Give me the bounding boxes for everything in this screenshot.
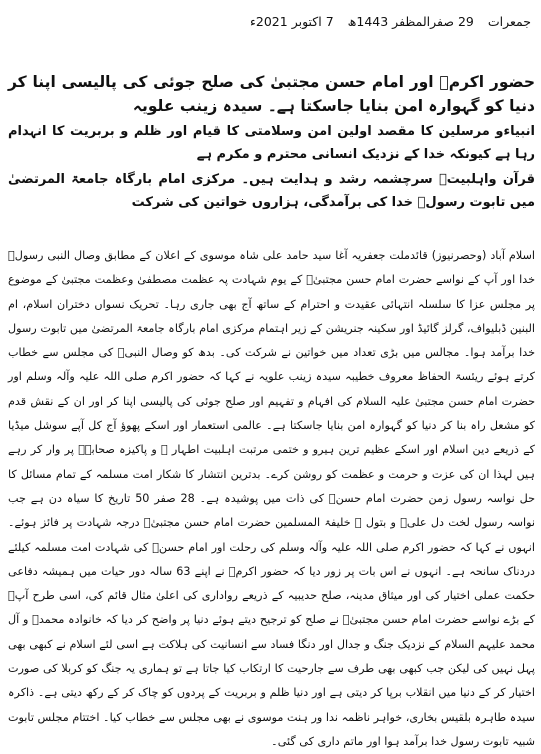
gregorian-date: 7 اکتوبر 2021ء bbox=[250, 13, 334, 29]
article-subheadline-1: انبیاءو مرسلین کا مقصد اولین امن وسلامتی کا قیام اور ظلم و بربریت کا انہدام رہا ہے کیونکہ خدا کے نزدیک انسانی محترم و مکرم ہے bbox=[8, 124, 535, 162]
hijri-date: 29 صفرالمظفر 1443ھ bbox=[347, 13, 474, 29]
article-subheadline-2: قرآن واہلبیتؑ سرچشمہ رشد و ہدایت ہیں۔ مرکزی امام بارگاہ جامعۃ المرتضیٰ میں تابوت رسولؐ خدا کی برآمدگی، ہزاروں خواتین کی شرکت bbox=[8, 172, 535, 210]
weekday: جمعرات bbox=[487, 13, 531, 29]
dateline bbox=[8, 0, 535, 30]
article-body bbox=[8, 244, 535, 754]
article-paragraph: اسلام آباد (وحصرنیوز) قائدملت جعفریہ آغا سید حامد علی شاہ موسوی کے اعلان کے مطابق وصال النبی رسولؐ خدا اور آپ کے نواسے حضرت امام حسن مجتبیٰؑ کے یوم شہادت پہ عظمت مصطفیٰ وعظمت مجتبیٰ کے موضوع پر مجلس عزا کا سلسلہ انتہائی عقیدت و احترام کے ساتھ آج بھی جاری رہا۔ تحریک نسواں دختران اسلام، ام البنین ڈبلیواف، گرلز گائیڈ اور سکینہ جنریشن کے زیر اہتمام مرکزی امام بارگاہ جامعۃ المرتضیٰ میں تابوت رسول خدا برآمد ہوا۔ مجالس میں بڑی تعداد میں خواتین نے شرکت کی۔ بدھ کو وصال النبیؐ کی مجلس سے خطاب کرتے ہوئے ریئسۃ الحفاظ معروف خطیبہ سیدہ زینب علویہ نے کہا کہ حضور اکرم صلی اللہ علیہ وآلہ وسلم اور حضرت امام حسن مجتبیٰ علیہ السلام کی افہام و تفہیم اور صلح جوئی کی پالیسی اپنا کر اور ان کے نقش قدم کو مشعل راہ بنا کر دنیا کو گہوارہ امن بنایا جاسکتا ہے۔ عالمی استعمار اور اسکے پھوؤ آج کل آپے سوشل میڈیا کے ذریعے دین اسلام اور اسکے عظیم ترین ہیرو و ختمی مرتبت اہلبیت اطہار ؑ و پاکیزہ صحابہؓ پر وار کر رہے ہیں لہذا ان کی عزت و حرمت و عظمت کو روشن کرے۔ بدترین انتشار کا شکار امت مسلمہ کے تمام مسائل کا حل نواسہ رسول زمن حضرت امام حسنؑ کی ذات میں پوشیدہ ہے۔ 28 صفر 50 تاریخ کا سیاہ دن ہے جب نواسہ رسول لخت دل علیؑ و بتول ؑ خلیفۃ المسلمین حضرت امام حسن مجتبیٰؑ درجہ شہادت پر فائز ہوئے۔ انہوں نے کہا کہ حضور اکرم صلی اللہ علیہ وآلہ وسلم کی رحلت اور امام حسنؑ کی شہادت امت مسلمہ کیلئے دردناک سانحہ ہے۔ انہوں نے اس بات پر زور دیا کہ حضور اکرمؐ نے اپنے 63 سالہ دور حیات میں ہمیشہ دفاعی حکمت عملی اختیار کی اور میثاق مدینہ، صلح حدیبیہ کے ذریعے رواداری کی اعلیٰ مثال قائم کی، اسی طرح آپؐ کے بڑے نواسے حضرت امام حسن مجتبیٰؑ نے صلح کو ترجیح دیتے ہوئے دنیا پر واضح کر دیا کہ خانوادہ محمدؐ و آل محمد علیہم السلام کے نزدیک جنگ و جدال اور دنگا فساد سے انسانیت کی ہلاکت ہے اسی لئے اسلام نے کبھی بھی پہل نہیں کی لیکن جب کبھی بھی طرف سے جارحیت کا ارتکاب کیا جاتا ہے تو ہماری یہ جنگ کو کربلا کی صورت اختیار کر کے دنیا میں انقلاب برپا کر دیتی ہے اور دنیا ظلم و بربریت کے پردوں کو چاک کر کے رکھ دیتی ہے۔ ذاکرہ سیدہ طاہرہ بلقیس بخاری، خواہر ناظمہ ندا ور ہنت موسوی نے بھی مجلس سے خطاب کیا۔ اختتام مجلس تابوت شبیہ تابوت رسول خدا برآمد ہوا اور ماتم داری کی گئی۔ bbox=[8, 249, 535, 748]
article-headline: حضور اکرمؐ اور امام حسن مجتبیٰ کی صلح جوئی کی پالیسی اپنا کر دنیا کو گہوارہ امن بنایا جاسکتا ہے۔ سیدہ زینب علویہ bbox=[8, 73, 535, 115]
